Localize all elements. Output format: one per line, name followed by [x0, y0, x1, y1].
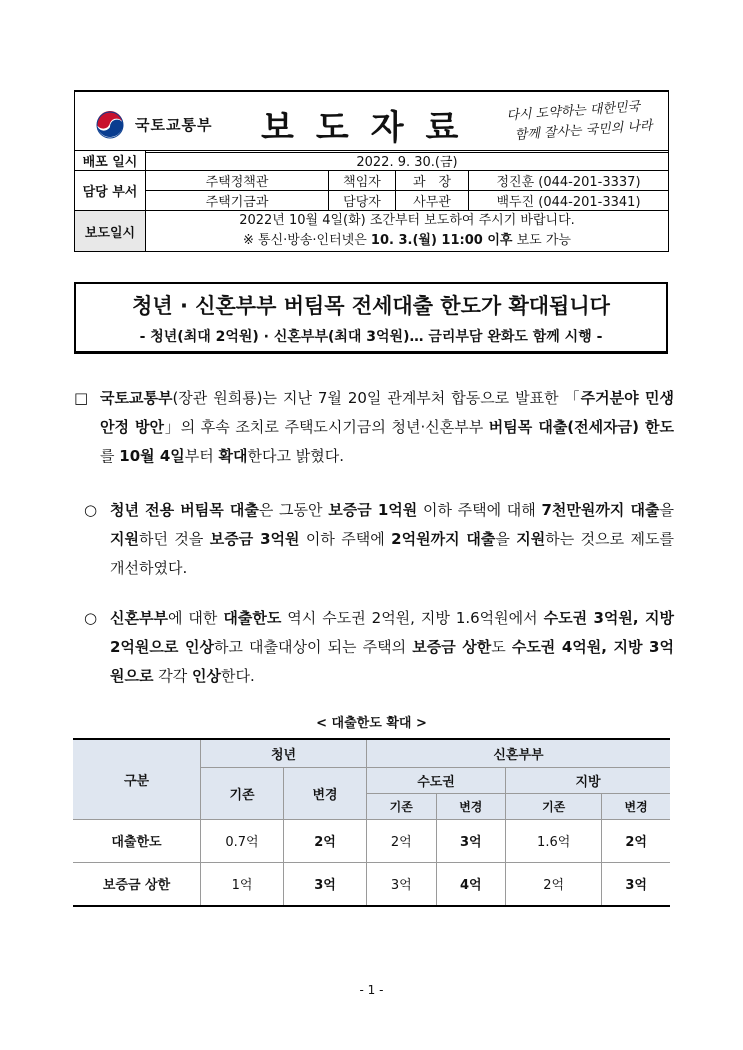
header-capital: 수도권: [367, 767, 506, 793]
header-category: 구분: [73, 739, 201, 819]
sub-headline: - 청년(최대 2억원) · 신혼부부(최대 3억원)… 금리부담 완화도 함께 시행 -: [139, 329, 603, 345]
youth-after-value: 3억: [284, 862, 367, 906]
table-row: [73, 862, 670, 906]
loan-limit-table: [73, 738, 670, 907]
paragraph-3: [84, 604, 674, 691]
table-row: [73, 819, 670, 862]
paragraph-1: [74, 384, 674, 471]
square-bullet-icon: □: [74, 389, 89, 407]
press-release-header: [74, 90, 669, 262]
paragraph-2: [84, 496, 674, 583]
department-label: 담당 부서: [75, 171, 146, 211]
youth-after-value: 2억: [284, 819, 367, 862]
header-newlywed: 신혼부부: [367, 739, 671, 767]
capital-after-value: 3억: [436, 819, 506, 862]
header-capital-before: 기존: [367, 793, 437, 819]
table-caption: < 대출한도 확대 >: [316, 716, 427, 731]
header-banner: [74, 90, 669, 153]
body-text: 에 대한: [167, 609, 224, 627]
title-1: 과 장: [396, 171, 469, 191]
body-text: 부터: [184, 447, 219, 465]
emphasized-text: 국토교통부: [100, 389, 173, 407]
paragraph-3-text: [110, 604, 674, 691]
role-2-label: 담당자: [329, 191, 396, 211]
row-label: 보증금 상한: [73, 862, 201, 906]
row-label: 대출한도: [73, 819, 201, 862]
government-slogan: [488, 96, 660, 148]
release-notice-embargo-time: 10. 3.(월) 11:00 이후: [370, 233, 513, 248]
release-notice-prefix: ※ 통신·방송·인터넷은: [243, 233, 371, 248]
body-text: (장관 원희룡)는 지난 7월 20일 관계부처 합동으로 발표한 「: [172, 389, 581, 407]
emphasized-text: 보증금 3억원: [209, 530, 300, 548]
distribution-label: 배포 일시: [75, 151, 146, 171]
emphasized-text: 대출한도: [223, 609, 282, 627]
body-text: 도: [491, 638, 512, 656]
header-capital-after: 변경: [436, 793, 506, 819]
release-notice-line-1: 2022년 10월 4일(화) 조간부터 보도하여 주시기 바랍니다.: [239, 213, 575, 228]
body-text: 하던 것을: [138, 530, 210, 548]
release-notice-suffix: 보도 가능: [512, 233, 571, 248]
circle-bullet-icon: ○: [84, 501, 98, 519]
body-text: 한다.: [221, 667, 255, 685]
header-youth-after: 변경: [284, 767, 367, 819]
title-2: 사무관: [396, 191, 469, 211]
youth-before-value: 0.7억: [201, 819, 284, 862]
emphasized-text: 10월 4일: [119, 447, 185, 465]
distribution-date: 2022. 9. 30.(금): [146, 151, 669, 171]
emphasized-text: 확대: [218, 447, 248, 465]
emphasized-text: 주거분야 민생안정 방안: [100, 389, 674, 436]
contact-1: 정진훈 (044-201-3337): [469, 171, 669, 191]
emphasized-text: 2억원까지 대출: [391, 530, 496, 548]
body-text: 이하 주택에 대해: [417, 501, 542, 519]
body-text: 각각: [153, 667, 193, 685]
body-text: 이하 주택에: [299, 530, 392, 548]
body-text: 을: [495, 530, 517, 548]
body-text: 을: [659, 501, 675, 519]
capital-after-value: 4억: [436, 862, 506, 906]
header-province-after: 변경: [602, 793, 670, 819]
department-1: 주택정책관: [146, 171, 329, 191]
release-time-notice: [146, 211, 669, 252]
emphasized-text: 수도권 3억원, 지방 2억원으로 인상: [110, 609, 674, 656]
body-text: 」의 후속 조치로 주택도시기금의 청년·신혼부부: [164, 418, 489, 436]
body-text: 하고 대출대상이 되는 주택의: [213, 638, 413, 656]
emphasized-text: 수도권 4억원, 지방 3억원으로: [110, 638, 674, 685]
emphasized-text: 7천만원까지 대출: [541, 501, 660, 519]
emphasized-text: 지원: [110, 530, 139, 548]
emphasized-text: 보증금 상한: [412, 638, 492, 656]
contact-2: 백두진 (044-201-3341): [469, 191, 669, 211]
emphasized-text: 버팀목 대출(전세자금) 한도: [488, 418, 675, 436]
department-2: 주택기금과: [146, 191, 329, 211]
page-number: - 1 -: [359, 983, 384, 997]
ministry-name: 국토교통부: [135, 116, 213, 134]
body-text: 를: [100, 447, 120, 465]
capital-before-value: 2억: [367, 819, 437, 862]
paragraph-1-text: [100, 384, 674, 471]
youth-before-value: 1억: [201, 862, 284, 906]
role-1-label: 책임자: [329, 171, 396, 191]
headline: 청년 · 신혼부부 버팀목 전세대출 한도가 확대됩니다: [132, 294, 610, 318]
header-youth: 청년: [201, 739, 367, 767]
emphasized-text: 지원: [516, 530, 546, 548]
document-type-title: 보도자료: [261, 108, 481, 148]
capital-before-value: 3억: [367, 862, 437, 906]
paragraph-2-text: [110, 496, 674, 583]
release-notice-line-2: [152, 231, 662, 251]
release-time-label: 보도일시: [75, 211, 146, 252]
province-after-value: 2억: [602, 819, 670, 862]
province-after-value: 3억: [602, 862, 670, 906]
header-youth-before: 기존: [201, 767, 284, 819]
header-province: 지방: [506, 767, 670, 793]
slogan-line-1: 다시 도약하는 대한민국: [505, 99, 641, 124]
circle-bullet-icon: ○: [84, 609, 98, 627]
headline-box: [74, 282, 668, 354]
emphasized-text: 청년 전용 버팀목 대출: [110, 501, 259, 519]
release-info-table: [74, 150, 669, 252]
body-text: 한다고 밝혔다.: [247, 447, 344, 465]
body-text: 은 그동안: [258, 501, 329, 519]
emphasized-text: 인상: [192, 667, 221, 685]
government-emblem-icon: [93, 108, 127, 142]
province-before-value: 2억: [506, 862, 602, 906]
body-text: 역시 수도권 2억원, 지방 1.6억원에서: [281, 609, 544, 627]
body-text: 하는 것으로 제도를 개선하였다.: [110, 530, 674, 577]
emphasized-text: 신혼부부: [110, 609, 168, 627]
province-before-value: 1.6억: [506, 819, 602, 862]
slogan-line-2: 함께 잘사는 국민의 나라: [514, 118, 653, 144]
emphasized-text: 보증금 1억원: [328, 501, 418, 519]
header-province-before: 기존: [506, 793, 602, 819]
